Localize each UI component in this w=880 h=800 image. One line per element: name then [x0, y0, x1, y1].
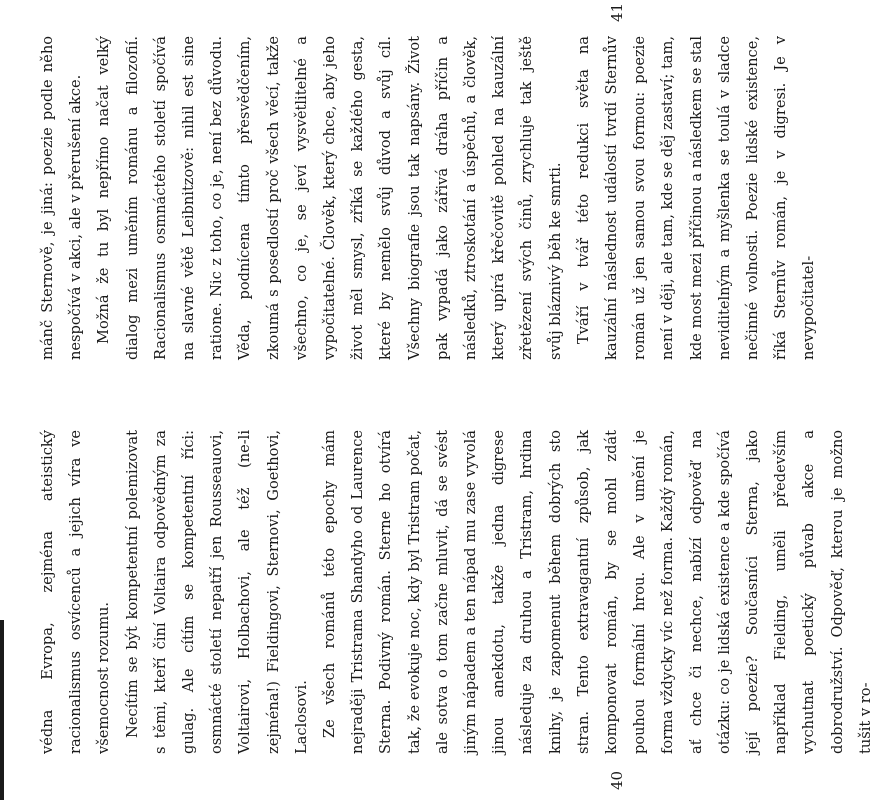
right-paragraph-2: Možná že tu byl nepřímo načat velký dialog mezi uměním románu a filozofií. Racionalismus osmnáctého století spočívá na slavné větě Leibnitzově: nihil est sine ratione. Nic z toho, co je, není bez důvodu. Věda, podnícena tímto přesvědčením, zkoumá s posedlostí proč všech věcí, takže všechno, co je, se jeví vysvětlitelné a vypočitatelné. Člověk, který chce, aby jeho život měl smysl, zříká se každého gesta, které by nemělo svůj důvod a svůj cíl. Všechny biografie jsou tak napsány. Život pak vypadá jako zářivá dráha příčin a následků, ztroskotání a úspěchů, a člověk, který upírá křečovitě pohled na kauzální zřetězení svých činů, zrychluje tak ještě svůj bláznivý běh ke smrti. — [95, 36, 564, 360]
page-number-right: 41 — [608, 2, 626, 22]
left-paragraph-3: Ze všech románů této epochy mám nejraději Tristrama Shandyho od Laurence Sterna. Podivný román. Sterne ho otvírá tak, že evokuje noc, kdy byl Tristram počat, ale sotva o tom začne mluvit, dá se svést jiným nápadem a ten nápad mu zase vyvolá jinou anekdotu, takže jedna digrese následuje za druhou a Tristram, hrdina knihy, je zapomenut během dobrých sto stran. Tento extravagantní způsob, jak komponovat román, by se mohl zdát pouhou formální hrou. Ale v umění je forma vždycky víc než forma. Každý román, ať chce či nechce, nabízí odpověď na otázku: co je lidská existence a kde spočívá její poezie? Současníci Sterna, jako například Fielding, uměli především vychutnat poetický půvab akce a dobrodružství. Odpověď, kterou je možno tušit v ro- — [321, 430, 874, 754]
right-page-text — [34, 36, 824, 360]
right-paragraph-1: mánč Sternově, je jiná: poezie podle něho nespočívá v akci, ale v přerušení akce. — [39, 36, 85, 360]
left-paragraph-2: Necítím se být kompetentní polemizovat s těmi, kteří činí Voltaira odpovědným za gulag. Ale cítím se kompetentní říci: osmnácté století nepatří jen Rousseauovi, Voltairovi, Holbachovi, ale též (ne-li zejména!) Fieldingovi, Sternovi, Goethovi, Laclosovi. — [123, 430, 310, 754]
page-number-left: 40 — [608, 770, 626, 790]
left-paragraph-1: védna Evropa, zejména ateistický racionalismus osvícenců a jejich víra ve všemocnost rozumu. — [39, 430, 113, 754]
left-book-page — [0, 400, 874, 800]
left-page-text — [34, 430, 880, 754]
right-paragraph-3: Tváří v tvář této redukci světa na kauzální následnost událostí tvrdí Sternův román už jen samou svou formou: poezie není v ději, ale tam, kde se děj zastaví; tam, kde most mezi příčinou a následkem se stal neviditelným a myšlenka se toulá v sladce nečinné volnosti. Poezie lidské existence, říká Sternův román, je v digresi. Je v nevypočitatel- — [574, 36, 818, 360]
right-book-page — [0, 0, 818, 400]
